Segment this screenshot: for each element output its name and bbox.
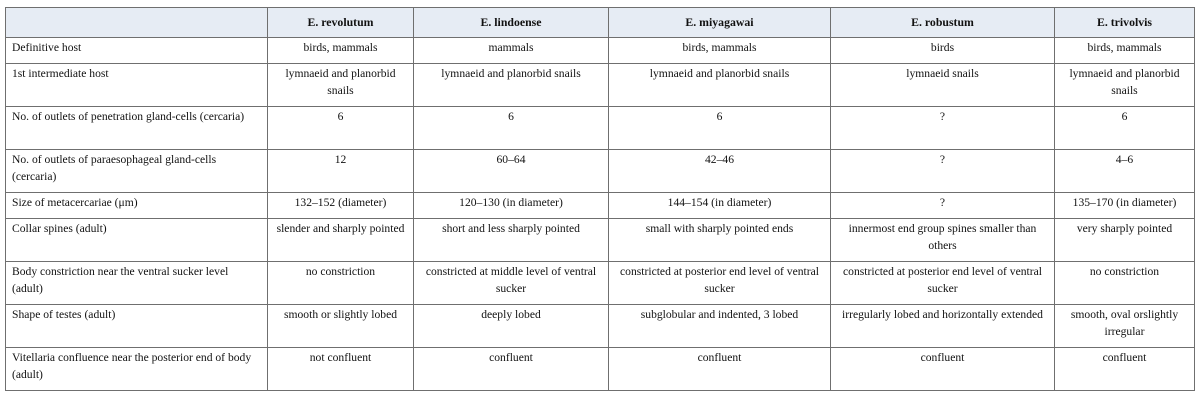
comparison-table — [5, 7, 1195, 391]
table-cell: innermost end group spines smaller than others — [831, 219, 1055, 262]
table-row — [6, 348, 1195, 391]
table-cell: very sharply pointed — [1055, 219, 1195, 262]
table-cell: 135–170 (in diameter) — [1055, 193, 1195, 219]
table-row — [6, 262, 1195, 305]
table-cell: smooth, oval orslightly irregular — [1055, 305, 1195, 348]
table-cell: lymnaeid and planorbid snails — [1055, 64, 1195, 107]
table-cell: confluent — [1055, 348, 1195, 391]
row-label: No. of outlets of paraesophageal gland-cells (cercaria) — [6, 150, 268, 193]
row-label: Shape of testes (adult) — [6, 305, 268, 348]
table-cell: ? — [831, 107, 1055, 150]
row-label: Size of metacercariae (μm) — [6, 193, 268, 219]
table-cell: birds, mammals — [1055, 38, 1195, 64]
row-label: 1st intermediate host — [6, 64, 268, 107]
table-cell: birds — [831, 38, 1055, 64]
header-cell-trivolvis: E. trivolvis — [1055, 8, 1195, 38]
table-cell: 144–154 (in diameter) — [609, 193, 831, 219]
header-cell-miyagawai: E. miyagawai — [609, 8, 831, 38]
table-cell: smooth or slightly lobed — [268, 305, 414, 348]
table-cell: lymnaeid and planorbid snails — [268, 64, 414, 107]
table-row — [6, 305, 1195, 348]
table-cell: constricted at middle level of ventral sucker — [414, 262, 609, 305]
table-row — [6, 107, 1195, 150]
row-label: Vitellaria confluence near the posterior end of body (adult) — [6, 348, 268, 391]
row-label: Collar spines (adult) — [6, 219, 268, 262]
table-cell: birds, mammals — [609, 38, 831, 64]
header-row — [6, 8, 1195, 38]
table-cell: birds, mammals — [268, 38, 414, 64]
row-label: No. of outlets of penetration gland-cells (cercaria) — [6, 107, 268, 150]
table-cell: 120–130 (in diameter) — [414, 193, 609, 219]
table-cell: constricted at posterior end level of ventral sucker — [609, 262, 831, 305]
table-cell: 6 — [268, 107, 414, 150]
header-cell-robustum: E. robustum — [831, 8, 1055, 38]
table-row — [6, 38, 1195, 64]
table-cell: lymnaeid snails — [831, 64, 1055, 107]
table-row — [6, 193, 1195, 219]
table-cell: 60–64 — [414, 150, 609, 193]
table-cell: deeply lobed — [414, 305, 609, 348]
table-cell: no constriction — [268, 262, 414, 305]
table-cell: confluent — [831, 348, 1055, 391]
table-cell: 42–46 — [609, 150, 831, 193]
table-cell: ? — [831, 150, 1055, 193]
table-cell: no constriction — [1055, 262, 1195, 305]
header-cell-revolutum: E. revolutum — [268, 8, 414, 38]
table-cell: not confluent — [268, 348, 414, 391]
table-row — [6, 219, 1195, 262]
table-cell: short and less sharply pointed — [414, 219, 609, 262]
header-cell-empty — [6, 8, 268, 38]
table-row — [6, 150, 1195, 193]
header-cell-lindoense: E. lindoense — [414, 8, 609, 38]
table-cell: 6 — [1055, 107, 1195, 150]
table-cell: 6 — [414, 107, 609, 150]
row-label: Body constriction near the ventral sucker level (adult) — [6, 262, 268, 305]
table-cell: 12 — [268, 150, 414, 193]
table-cell: slender and sharply pointed — [268, 219, 414, 262]
table-cell: ? — [831, 193, 1055, 219]
table-cell: 6 — [609, 107, 831, 150]
table-cell: lymnaeid and planorbid snails — [414, 64, 609, 107]
table-cell: irregularly lobed and horizontally extended — [831, 305, 1055, 348]
table-cell: confluent — [609, 348, 831, 391]
table-cell: 132–152 (diameter) — [268, 193, 414, 219]
table-cell: constricted at posterior end level of ventral sucker — [831, 262, 1055, 305]
table-cell: 4–6 — [1055, 150, 1195, 193]
row-label: Definitive host — [6, 38, 268, 64]
table-cell: confluent — [414, 348, 609, 391]
table-cell: subglobular and indented, 3 lobed — [609, 305, 831, 348]
table-row — [6, 64, 1195, 107]
table-cell: small with sharply pointed ends — [609, 219, 831, 262]
table-cell: mammals — [414, 38, 609, 64]
table-cell: lymnaeid and planorbid snails — [609, 64, 831, 107]
